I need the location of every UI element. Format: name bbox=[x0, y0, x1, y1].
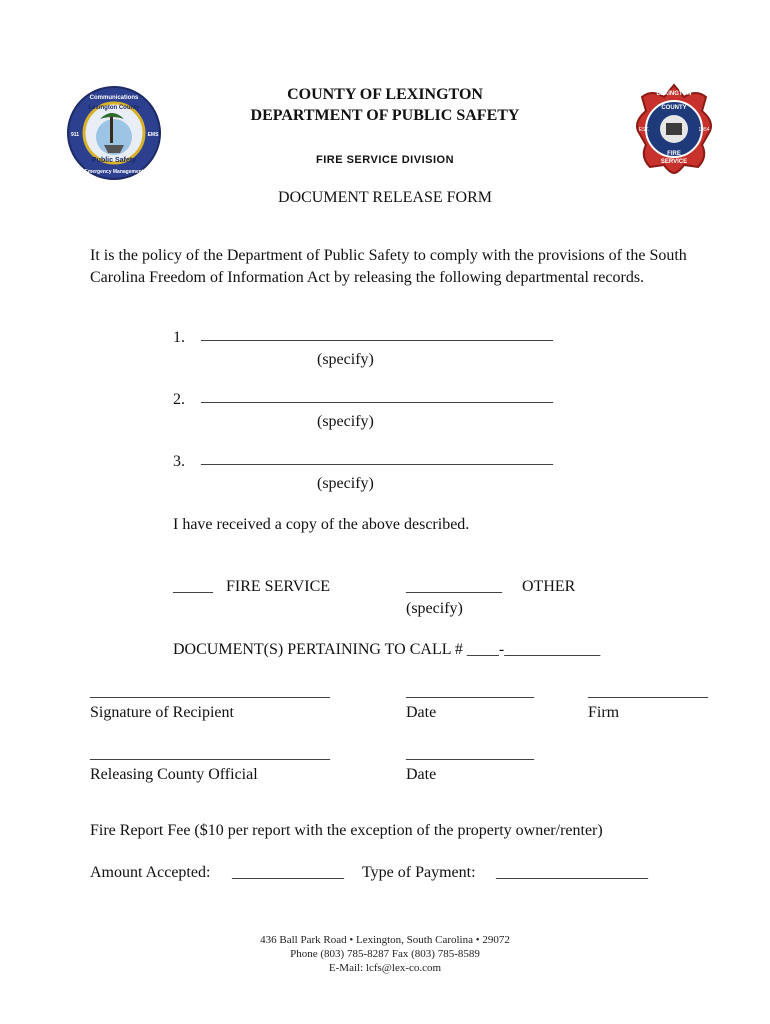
specify-hint: (specify) bbox=[317, 475, 374, 492]
footer-phone: Phone (803) 785-8287 Fax (803) 785-8589 bbox=[290, 948, 480, 960]
recipient-signature-label: Signature of Recipient bbox=[90, 704, 234, 721]
official-date-label: Date bbox=[406, 766, 437, 783]
seal-left-text: 911 bbox=[70, 132, 80, 138]
payment-type-label: Type of Payment: bbox=[362, 864, 476, 881]
footer-address: 436 Ball Park Road • Lexington, South Carolina • 29072 bbox=[260, 934, 510, 946]
seal-public-safety-text: Public Safety bbox=[92, 157, 136, 164]
seal-county-text: Lexington County bbox=[88, 105, 140, 111]
badge-year-text: 1954 bbox=[698, 127, 710, 133]
official-signature-line[interactable]: ______________________________ bbox=[90, 745, 330, 762]
county-heading: COUNTY OF LEXINGTON bbox=[287, 86, 483, 103]
specify-hint: (specify) bbox=[317, 351, 374, 368]
seal-top-text: Communications bbox=[89, 95, 139, 101]
badge-county-text: COUNTY bbox=[661, 105, 687, 111]
recipient-signature-line[interactable]: ______________________________ bbox=[90, 683, 330, 700]
official-date-line[interactable]: ________________ bbox=[406, 745, 534, 762]
official-signature-label: Releasing County Official bbox=[90, 766, 258, 783]
seal-right-text: EMS bbox=[147, 132, 159, 138]
other-label: OTHER bbox=[522, 578, 576, 595]
department-heading: DEPARTMENT OF PUBLIC SAFETY bbox=[250, 107, 520, 124]
item-number: 1. bbox=[173, 329, 185, 346]
recipient-date-line[interactable]: ________________ bbox=[406, 683, 534, 700]
footer-email: E-Mail: lcfs@lex-co.com bbox=[328, 962, 442, 974]
item-number: 2. bbox=[173, 391, 185, 408]
other-blank[interactable]: ____________ bbox=[406, 578, 502, 595]
specify-hint: (specify) bbox=[317, 413, 374, 430]
seal-bottom-text: Emergency Management bbox=[84, 169, 144, 175]
badge-bottom-text-2: SERVICE bbox=[660, 159, 688, 165]
badge-est-text: EST. bbox=[638, 127, 650, 133]
amount-accepted-line[interactable]: ______________ bbox=[232, 864, 344, 881]
intro-paragraph: It is the policy of the Department of Public Safety to comply with the provisions of the South Carolina Freedom of Information Act by releasing the following departmental records. bbox=[90, 247, 687, 286]
amount-accepted-label: Amount Accepted: bbox=[90, 864, 211, 881]
received-statement: I have received a copy of the above described. bbox=[173, 516, 470, 533]
fire-service-check-blank[interactable]: _____ bbox=[173, 578, 213, 595]
record-blank-line[interactable]: ____________________________________________ bbox=[201, 326, 553, 343]
other-specify-hint: (specify) bbox=[406, 600, 463, 617]
badge-bottom-text: FIRE bbox=[667, 151, 681, 157]
item-number: 3. bbox=[173, 453, 185, 470]
payment-type-line[interactable]: ___________________ bbox=[496, 864, 648, 881]
record-blank-line[interactable]: ____________________________________________ bbox=[201, 388, 553, 405]
division-heading: FIRE SERVICE DIVISION bbox=[315, 154, 455, 166]
record-blank-line[interactable]: ____________________________________________ bbox=[201, 450, 553, 467]
fire-service-label: FIRE SERVICE bbox=[226, 578, 331, 595]
badge-top-text: LEXINGTON bbox=[656, 91, 692, 97]
fee-statement: Fire Report Fee ($10 per report with the exception of the property owner/renter) bbox=[90, 822, 603, 839]
firm-label: Firm bbox=[588, 704, 620, 721]
call-number-line[interactable]: DOCUMENT(S) PERTAINING TO CALL # ____-____________ bbox=[173, 641, 601, 658]
firm-line[interactable]: _______________ bbox=[588, 683, 708, 700]
form-title: DOCUMENT RELEASE FORM bbox=[278, 189, 492, 206]
recipient-date-label: Date bbox=[406, 704, 437, 721]
